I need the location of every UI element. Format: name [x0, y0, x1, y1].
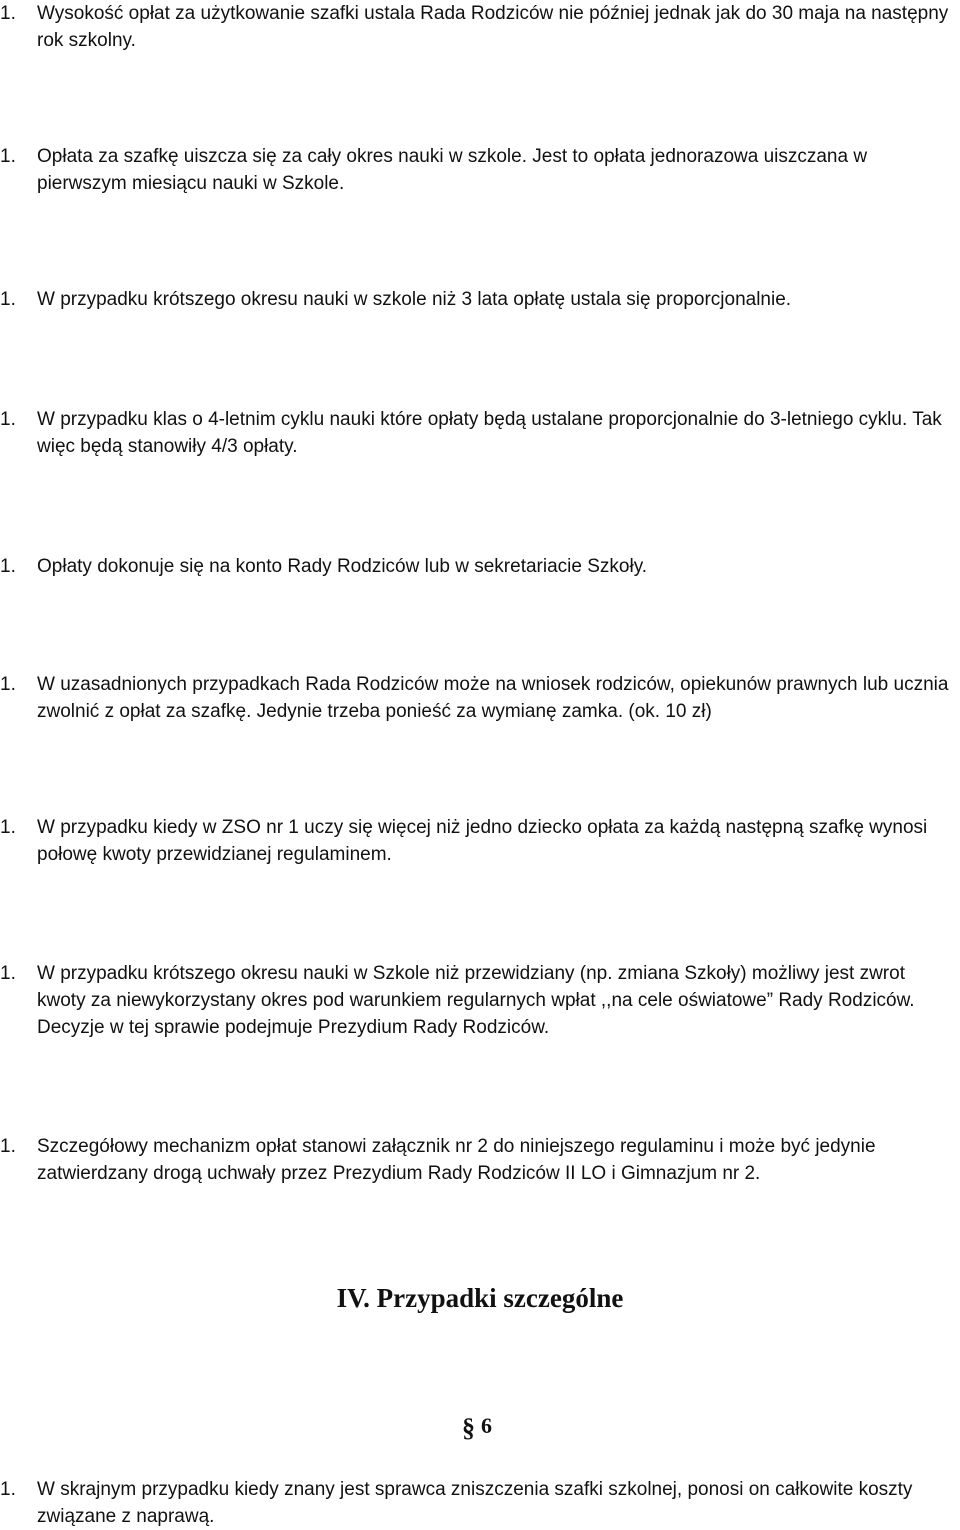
paragraph-text: Opłaty dokonuje się na konto Rady Rodziców lub w sekretariacie Szkoły.	[37, 556, 648, 577]
paragraph-number: 1.	[0, 146, 16, 167]
paragraph-text: W przypadku krótszego okresu nauki w Szkole niż przewidziany (np. zmiana Szkoły) możliwy jest zwrot kwoty za niewykorzystany okres pod warunkiem regularnych wpłat ,,na cele oświatowe” Rady Rodziców. Decyzje w tej sprawie podejmuje Prezydium Rady Rodziców.	[37, 963, 915, 1038]
paragraph-text: Wysokość opłat za użytkowanie szafki ustala Rada Rodziców nie później jednak jak do 30 maja na następny rok szkolny.	[37, 3, 949, 51]
paragraph-text: Opłata za szafkę uiszcza się za cały okres nauki w szkole. Jest to opłata jednorazowa uiszczana w pierwszym miesiącu nauki w Szkole.	[37, 146, 868, 194]
paragraph-number: 1.	[0, 289, 16, 310]
paragraph-text: W przypadku kiedy w ZSO nr 1 uczy się więcej niż jedno dziecko opłata za każdą następną szafkę wynosi połowę kwoty przewidzianej regulaminem.	[37, 817, 928, 865]
paragraph-number: 1.	[0, 674, 16, 695]
paragraph-text: Szczegółowy mechanizm opłat stanowi załącznik nr 2 do niniejszego regulaminu i może być jedynie zatwierdzany drogą uchwały przez Prezydium Rady Rodziców II LO i Gimnazjum nr 2.	[37, 1136, 876, 1184]
paragraph-number: 1.	[0, 963, 16, 984]
paragraph-number: 1.	[0, 817, 16, 838]
section-number: 6	[481, 1413, 492, 1438]
paragraph-number: 1.	[0, 3, 16, 24]
paragraph-text: W przypadku klas o 4-letnim cyklu nauki które opłaty będą ustalane proporcjonalnie do 3-letniego cyklu. Tak więc będą stanowiły 4/3 opłaty.	[37, 409, 942, 457]
paragraph-text: W przypadku krótszego okresu nauki w szkole niż 3 lata opłatę ustala się proporcjonalnie.	[37, 289, 792, 310]
paragraph-number: 1.	[0, 556, 16, 577]
paragraph-text: W skrajnym przypadku kiedy znany jest sprawca zniszczenia szafki szkolnej, ponosi on całkowite koszty związane z naprawą.	[37, 1479, 913, 1527]
section-mark	[462, 1410, 492, 1444]
paragraph-number: 1.	[0, 1136, 16, 1157]
section-symbol: §	[462, 1413, 475, 1442]
section-heading: IV. Przypadki szczególne	[336, 1283, 624, 1313]
paragraph-number: 1.	[0, 1479, 16, 1500]
paragraph-number: 1.	[0, 409, 16, 430]
paragraph-text: W uzasadnionych przypadkach Rada Rodziców może na wniosek rodziców, opiekunów prawnych lub ucznia zwolnić z opłat za szafkę. Jedynie trzeba ponieść za wymianę zamka. (ok. 10 zł)	[37, 674, 949, 722]
